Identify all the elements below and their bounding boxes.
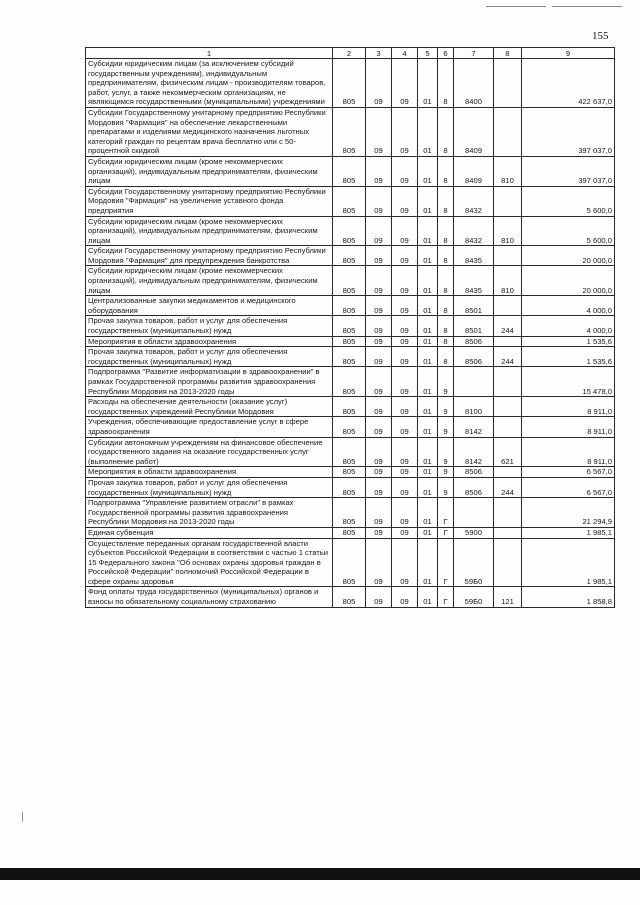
program-code: 01 [418, 397, 438, 417]
table-row [86, 216, 615, 246]
item-name: Централизованные закупки медикаментов и медицинского оборудования [86, 296, 333, 316]
amount: 8 911,0 [522, 437, 615, 467]
table-row [86, 417, 615, 437]
item-name: Единая субвенция [86, 527, 333, 538]
ministry-code: 805 [333, 186, 366, 216]
program-code: 01 [418, 527, 438, 538]
amount: 8 911,0 [522, 397, 615, 417]
item-name: Фонд оплаты труда государственных (муниципальных) органов и взносы по обязательному социальному страхованию [86, 587, 333, 607]
subsection-code: 09 [392, 437, 418, 467]
subprogram-code: 8 [438, 216, 454, 246]
program-code: 01 [418, 316, 438, 336]
expense-type-code: 244 [494, 347, 522, 367]
section-code: 09 [366, 59, 392, 108]
expense-type-code [494, 296, 522, 316]
item-name: Осуществление переданных органам государственной власти субъектов Российской Федерации в соответствии с частью 1 статьи 15 Федерального закона "Об основах охраны здоровья граждан в Российской Федерации" полномочий Российской Федерации в сфере охраны здоровья [86, 538, 333, 587]
amount: 6 567,0 [522, 477, 615, 497]
amount: 422 637,0 [522, 59, 615, 108]
item-name: Расходы на обеспечение деятельности (оказание услуг) государственных учреждений Республики Мордовия [86, 397, 333, 417]
amount: 397 037,0 [522, 156, 615, 186]
program-code: 01 [418, 347, 438, 367]
item-name: Субсидии юридическим лицам (кроме некоммерческих организаций), индивидуальным предпринимателям, физическим лицам [86, 216, 333, 246]
section-code: 09 [366, 107, 392, 156]
column-header-7: 7 [454, 48, 494, 59]
subprogram-code: 8 [438, 347, 454, 367]
program-code: 01 [418, 296, 438, 316]
program-code: 01 [418, 246, 438, 266]
amount: 6 567,0 [522, 467, 615, 478]
item-name: Подпрограмма "Развитие информатизации в здравоохранении" в рамках Государственной программы развития здравоохранения Республики Мордовия на 2013-2020 годы [86, 367, 333, 397]
section-code: 09 [366, 477, 392, 497]
page-number: 155 [592, 30, 609, 42]
expense-type-code: 121 [494, 587, 522, 607]
column-header-4: 4 [392, 48, 418, 59]
section-code: 09 [366, 266, 392, 296]
target-article-code: 59Б0 [454, 587, 494, 607]
item-name: Прочая закупка товаров, работ и услуг для обеспечения государственных (муниципальных) нужд [86, 477, 333, 497]
table-row [86, 538, 615, 587]
subsection-code: 09 [392, 336, 418, 347]
ministry-code: 805 [333, 437, 366, 467]
target-article-code [454, 367, 494, 397]
table-row [86, 477, 615, 497]
subprogram-code: 9 [438, 397, 454, 417]
subsection-code: 09 [392, 367, 418, 397]
amount: 1 858,8 [522, 587, 615, 607]
subsection-code: 09 [392, 397, 418, 417]
program-code: 01 [418, 156, 438, 186]
ministry-code: 805 [333, 336, 366, 347]
table-row [86, 156, 615, 186]
table-row [86, 59, 615, 108]
target-article-code: 8142 [454, 417, 494, 437]
subsection-code: 09 [392, 538, 418, 587]
ministry-code: 805 [333, 107, 366, 156]
expense-type-code [494, 59, 522, 108]
header-row [86, 48, 615, 59]
ministry-code: 805 [333, 216, 366, 246]
amount: 21 294,9 [522, 498, 615, 528]
program-code: 01 [418, 477, 438, 497]
expense-type-code [494, 336, 522, 347]
table-row [86, 266, 615, 296]
amount: 397 037,0 [522, 107, 615, 156]
item-name: Субсидии Государственному унитарному предприятию Республики Мордовия "Фармация" на обеспечение лекарственными препаратами и изделиями медицинского назначения льготных категорий граждан по рецептам врача бесплатно или с 50-процентной скидкой [86, 107, 333, 156]
subsection-code: 09 [392, 347, 418, 367]
item-name: Учреждения, обеспечивающие предоставление услуг в сфере здравоохранения [86, 417, 333, 437]
subprogram-code: 9 [438, 477, 454, 497]
target-article-code: 8432 [454, 216, 494, 246]
program-code: 01 [418, 367, 438, 397]
subsection-code: 09 [392, 477, 418, 497]
amount: 4 000,0 [522, 316, 615, 336]
target-article-code: 8506 [454, 477, 494, 497]
expense-type-code [494, 467, 522, 478]
target-article-code: 8409 [454, 107, 494, 156]
table-row [86, 527, 615, 538]
section-code: 09 [366, 186, 392, 216]
section-code: 09 [366, 527, 392, 538]
section-code: 09 [366, 336, 392, 347]
subprogram-code: 8 [438, 266, 454, 296]
subsection-code: 09 [392, 417, 418, 437]
subprogram-code: Г [438, 587, 454, 607]
table-row [86, 336, 615, 347]
subsection-code: 09 [392, 498, 418, 528]
program-code: 01 [418, 107, 438, 156]
expense-type-code [494, 367, 522, 397]
amount: 5 600,0 [522, 216, 615, 246]
target-article-code: 5900 [454, 527, 494, 538]
ministry-code: 805 [333, 527, 366, 538]
section-code: 09 [366, 397, 392, 417]
budget-table [85, 47, 615, 608]
amount: 8 911,0 [522, 417, 615, 437]
table-row [86, 467, 615, 478]
expense-type-code: 244 [494, 316, 522, 336]
expense-type-code: 621 [494, 437, 522, 467]
expense-type-code: 810 [494, 156, 522, 186]
section-code: 09 [366, 316, 392, 336]
ministry-code: 805 [333, 367, 366, 397]
table-row [86, 397, 615, 417]
program-code: 01 [418, 467, 438, 478]
subsection-code: 09 [392, 527, 418, 538]
program-code: 01 [418, 437, 438, 467]
ministry-code: 805 [333, 266, 366, 296]
ministry-code: 805 [333, 59, 366, 108]
section-code: 09 [366, 367, 392, 397]
item-name: Прочая закупка товаров, работ и услуг для обеспечения государственных (муниципальных) нужд [86, 316, 333, 336]
subprogram-code: Г [438, 527, 454, 538]
column-header-3: 3 [366, 48, 392, 59]
subprogram-code: 9 [438, 417, 454, 437]
expense-type-code [494, 397, 522, 417]
amount: 1 535,6 [522, 347, 615, 367]
item-name: Субсидии юридическим лицам (кроме некоммерческих организаций), индивидуальным предпринимателям, физическим лицам [86, 156, 333, 186]
section-code: 09 [366, 156, 392, 186]
target-article-code: 59Б0 [454, 538, 494, 587]
subsection-code: 09 [392, 266, 418, 296]
table-row [86, 186, 615, 216]
target-article-code: 8142 [454, 437, 494, 467]
section-code: 09 [366, 296, 392, 316]
subsection-code: 09 [392, 186, 418, 216]
amount: 1 985,1 [522, 538, 615, 587]
scan-bottom-edge [0, 868, 640, 880]
target-article-code: 8409 [454, 156, 494, 186]
column-header-9: 9 [522, 48, 615, 59]
ministry-code: 805 [333, 316, 366, 336]
ministry-code: 805 [333, 156, 366, 186]
table-row [86, 367, 615, 397]
program-code: 01 [418, 538, 438, 587]
program-code: 01 [418, 216, 438, 246]
program-code: 01 [418, 498, 438, 528]
subsection-code: 09 [392, 156, 418, 186]
ministry-code: 805 [333, 397, 366, 417]
program-code: 01 [418, 417, 438, 437]
item-name: Прочая закупка товаров, работ и услуг для обеспечения государственных (муниципальных) нужд [86, 347, 333, 367]
scan-mark [552, 6, 622, 7]
target-article-code: 8432 [454, 186, 494, 216]
ministry-code: 805 [333, 538, 366, 587]
table-row [86, 107, 615, 156]
target-article-code: 8435 [454, 246, 494, 266]
margin-tick [22, 812, 23, 822]
target-article-code: 8506 [454, 467, 494, 478]
expense-type-code [494, 527, 522, 538]
column-header-2: 2 [333, 48, 366, 59]
subsection-code: 09 [392, 316, 418, 336]
column-header-5: 5 [418, 48, 438, 59]
item-name: Субсидии Государственному унитарному предприятию Республики Мордовия "Фармация" для предупреждения банкротства [86, 246, 333, 266]
expense-type-code [494, 538, 522, 587]
item-name: Субсидии юридическим лицам (кроме некоммерческих организаций), индивидуальным предпринимателям, физическим лицам [86, 266, 333, 296]
table-row [86, 498, 615, 528]
target-article-code: 8506 [454, 336, 494, 347]
expense-type-code [494, 107, 522, 156]
amount: 1 535,6 [522, 336, 615, 347]
subprogram-code: 8 [438, 59, 454, 108]
item-name: Субсидии Государственному унитарному предприятию Республики Мордовия "Фармация" на увеличение уставного фонда предприятия [86, 186, 333, 216]
target-article-code: 8501 [454, 316, 494, 336]
ministry-code: 805 [333, 417, 366, 437]
target-article-code: 8100 [454, 397, 494, 417]
subsection-code: 09 [392, 587, 418, 607]
table-row [86, 296, 615, 316]
ministry-code: 805 [333, 296, 366, 316]
subprogram-code: 8 [438, 336, 454, 347]
subprogram-code: 8 [438, 296, 454, 316]
subprogram-code: Г [438, 538, 454, 587]
subprogram-code: 9 [438, 437, 454, 467]
ministry-code: 805 [333, 467, 366, 478]
subsection-code: 09 [392, 107, 418, 156]
target-article-code: 8435 [454, 266, 494, 296]
target-article-code: 8501 [454, 296, 494, 316]
amount: 1 985,1 [522, 527, 615, 538]
section-code: 09 [366, 538, 392, 587]
subprogram-code: 9 [438, 367, 454, 397]
subsection-code: 09 [392, 467, 418, 478]
section-code: 09 [366, 467, 392, 478]
target-article-code: 8400 [454, 59, 494, 108]
item-name: Мероприятия в области здравоохранения [86, 336, 333, 347]
column-header-6: 6 [438, 48, 454, 59]
amount: 15 478,0 [522, 367, 615, 397]
program-code: 01 [418, 186, 438, 216]
subprogram-code: 8 [438, 107, 454, 156]
subsection-code: 09 [392, 246, 418, 266]
subprogram-code: 9 [438, 467, 454, 478]
subprogram-code: 8 [438, 316, 454, 336]
table-row [86, 246, 615, 266]
section-code: 09 [366, 246, 392, 266]
target-article-code [454, 498, 494, 528]
amount: 20 000,0 [522, 246, 615, 266]
table-row [86, 437, 615, 467]
subsection-code: 09 [392, 296, 418, 316]
subprogram-code: 8 [438, 156, 454, 186]
section-code: 09 [366, 587, 392, 607]
item-name: Мероприятия в области здравоохранения [86, 467, 333, 478]
column-header-1: 1 [86, 48, 333, 59]
program-code: 01 [418, 266, 438, 296]
subprogram-code: 8 [438, 186, 454, 216]
expense-type-code: 810 [494, 266, 522, 296]
subsection-code: 09 [392, 216, 418, 246]
subsection-code: 09 [392, 59, 418, 108]
program-code: 01 [418, 587, 438, 607]
ministry-code: 805 [333, 587, 366, 607]
column-header-8: 8 [494, 48, 522, 59]
item-name: Субсидии юридическим лицам (за исключением субсидий государственным учреждениям), индивидуальным предпринимателям, физическим лицам - производителям товаров, работ, услуг, а также некоммерческим организациям, не являющимся государственными (муниципальными) учреждениями [86, 59, 333, 108]
item-name: Подпрограмма "Управление развитием отрасли" в рамках Государственной программы развития здравоохранения Республики Мордовия на 2013-2020 годы [86, 498, 333, 528]
section-code: 09 [366, 498, 392, 528]
subprogram-code: Г [438, 498, 454, 528]
ministry-code: 805 [333, 246, 366, 266]
expense-type-code [494, 246, 522, 266]
expense-type-code: 244 [494, 477, 522, 497]
ministry-code: 805 [333, 477, 366, 497]
table-row [86, 587, 615, 607]
program-code: 01 [418, 336, 438, 347]
section-code: 09 [366, 437, 392, 467]
table-body [86, 59, 615, 608]
section-code: 09 [366, 216, 392, 246]
scan-mark [486, 6, 546, 7]
program-code: 01 [418, 59, 438, 108]
table-row [86, 316, 615, 336]
item-name: Субсидии автономным учреждениям на финансовое обеспечение государственного задания на оказание государственных услуг (выполнение работ) [86, 437, 333, 467]
expense-type-code: 810 [494, 216, 522, 246]
expense-type-code [494, 417, 522, 437]
expense-type-code [494, 498, 522, 528]
ministry-code: 805 [333, 498, 366, 528]
expense-type-code [494, 186, 522, 216]
target-article-code: 8506 [454, 347, 494, 367]
amount: 20 000,0 [522, 266, 615, 296]
section-code: 09 [366, 417, 392, 437]
amount: 4 000,0 [522, 296, 615, 316]
ministry-code: 805 [333, 347, 366, 367]
subprogram-code: 8 [438, 246, 454, 266]
table-row [86, 347, 615, 367]
amount: 5 600,0 [522, 186, 615, 216]
section-code: 09 [366, 347, 392, 367]
